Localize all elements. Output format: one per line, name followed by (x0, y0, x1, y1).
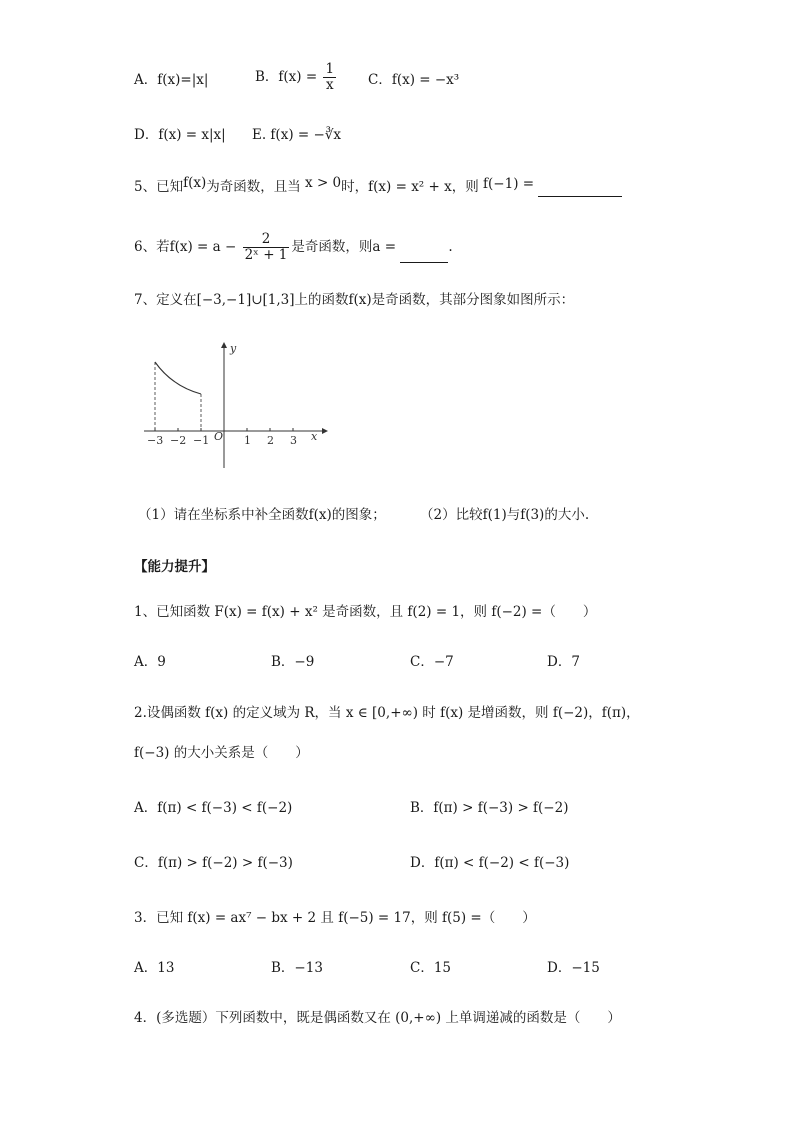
function-curve (155, 362, 201, 394)
ability-question-3: 3．已知 f(x) = ax⁷ − bx + 2 且 f(−5) = 17，则 f(5) =（ ） (134, 910, 536, 926)
q6-answer-blank[interactable] (400, 262, 448, 263)
p1-option-c: C．−7 (410, 654, 454, 670)
ability-question-2-line1: 2.设偶函数 f(x) 的定义域为 R，当 x ∈ [0,+∞) 时 f(x) 是增函数，则 f(−2)，f(π)， (134, 705, 640, 721)
section-title: 【能力提升】 (134, 559, 215, 575)
q5-mid: 为奇函数，且当 (206, 179, 301, 195)
option-b-denominator: x (325, 77, 334, 93)
q6-fraction (243, 232, 290, 263)
x-axis-label: x (311, 430, 318, 443)
p2-option-b: B．f(π) > f(−3) > f(−2) (410, 800, 569, 816)
option-b-fraction (323, 62, 336, 93)
question-6 (134, 232, 453, 263)
p3-option-d: D．−15 (547, 960, 600, 976)
origin-label: O (214, 430, 224, 443)
p1-option-b: B．−9 (271, 654, 315, 670)
ability-question-2-line2: f(−3) 的大小关系是（ ） (134, 745, 309, 761)
p3-option-b: B．−13 (271, 960, 323, 976)
tick-label-3: 3 (290, 434, 297, 447)
option-d-xabs: D．f(x) = x|x| (134, 127, 226, 143)
q6-end: . (448, 239, 453, 255)
option-b-numerator: 1 (325, 61, 335, 77)
q7-sub-2: （2）比较f(1)与f(3)的大小. (420, 507, 590, 523)
q5-ask: f(−1) = (483, 176, 535, 192)
function-graph (140, 336, 330, 476)
y-axis-arrow-icon (221, 342, 227, 348)
q6-prefix: 6、若 (134, 239, 170, 255)
option-b-prefix: B．f(x) = (255, 69, 318, 85)
q5-answer-blank[interactable] (538, 196, 622, 197)
ability-question-1: 1、已知函数 F(x) = f(x) + x² 是奇函数，且 f(2) = 1，则 f(−2) =（ ） (134, 604, 597, 620)
p1-option-d: D．7 (547, 654, 580, 670)
p2-option-d: D．f(π) < f(−2) < f(−3) (410, 855, 570, 871)
option-a-abs: A．f(x)=|x| (134, 72, 209, 88)
p2-option-c: C．f(π) > f(−2) > f(−3) (134, 855, 293, 871)
option-e-cuberoot: E. f(x) = −∛x (252, 127, 342, 143)
question-7: 7、定义在[−3,−1]∪[1,3]上的函数f(x)是奇函数，其部分图象如图所示： (134, 292, 575, 308)
q6-numerator: 2 (243, 232, 290, 248)
question-5 (134, 177, 622, 197)
q5-expr: f(x) = x² + x (368, 179, 452, 195)
option-b-reciprocal (255, 62, 338, 93)
p2-option-a: A．f(π) < f(−3) < f(−2) (134, 800, 293, 816)
x-axis-arrow-icon (322, 428, 328, 434)
q6-mid: 是奇函数，则 (291, 239, 373, 255)
q7-sub-1: （1）请在坐标系中补全函数f(x)的图象； (138, 507, 386, 523)
q6-denominator: 2ˣ + 1 (244, 247, 288, 263)
tick-label-2: 2 (267, 434, 274, 447)
p3-option-a: A．13 (134, 960, 175, 976)
q5-tail: ，则 (451, 179, 479, 195)
q6-ask: a = (372, 239, 397, 255)
tick-label-neg2: −2 (170, 434, 187, 447)
p3-option-c: C．15 (410, 960, 452, 976)
ability-question-4: 4．(多选题）下列函数中，既是偶函数又在 (0,+∞) 上单调递减的函数是（ ） (134, 1010, 621, 1026)
q6-lhs: f(x) = a − (169, 239, 237, 255)
y-axis-label: y (230, 342, 237, 355)
tick-label-neg1: −1 (193, 434, 210, 447)
q5-fx: f(x) (183, 175, 207, 191)
q5-prefix: 5、已知 (134, 179, 184, 195)
p1-option-a: A．9 (134, 654, 166, 670)
q5-condition: x > 0 (305, 175, 342, 191)
tick-label-1: 1 (244, 434, 251, 447)
q5-mid2: 时， (341, 179, 369, 195)
option-c-cube: C．f(x) = −x³ (368, 72, 460, 88)
tick-label-neg3: −3 (147, 434, 164, 447)
